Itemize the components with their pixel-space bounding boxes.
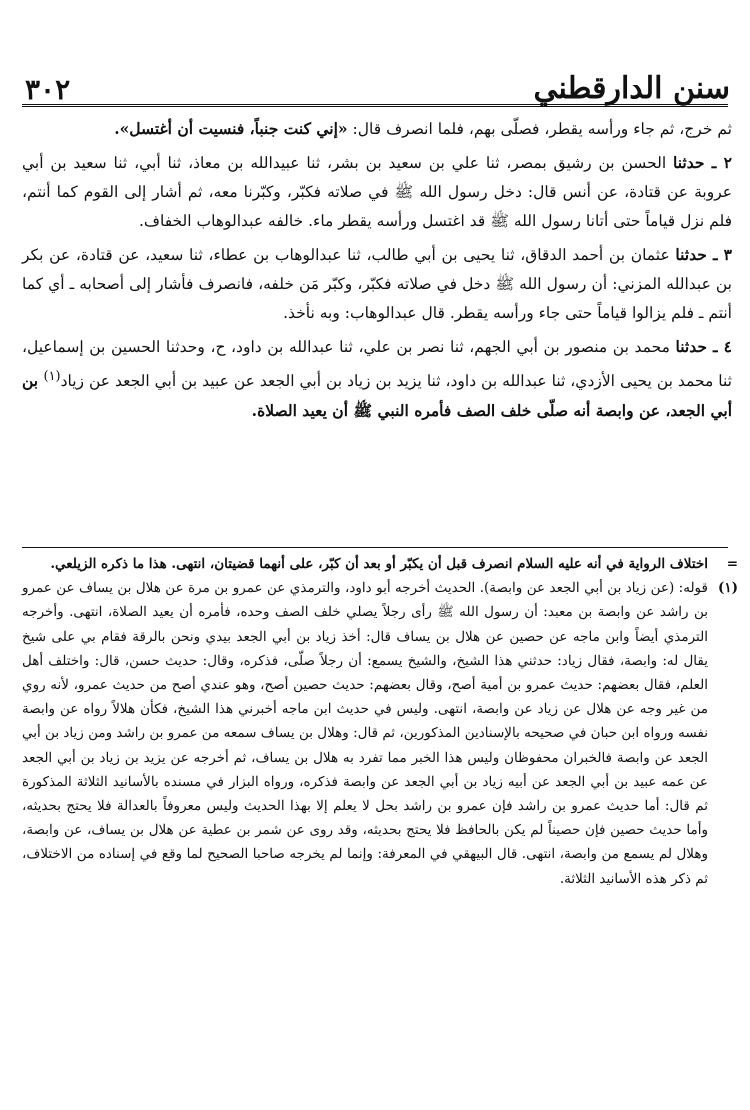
hadith-text: محمد بن منصور بن أبي الجهم، ثنا نصر بن علي، ثنا عبدالله بن داود، ح، وحدثنا الحسين بن إسماعيل، ثنا محمد بن يحيى الأزدي، ثنا عبدالله بن داود، ثنا يزيد بن زياد بن أبي الجعد عن عبيد بن أبي الجعد عن زياد	[22, 338, 732, 391]
hadith-number: ٣ ـ	[706, 245, 732, 264]
hadith-number: ٤ ـ	[706, 337, 732, 356]
footnote-reference[interactable]: (١)	[43, 369, 61, 384]
hadith-text: الحسن بن رشيق بمصر، ثنا علي بن سعيد بن بشر، ثنا عبيدالله بن معاذ، ثنا أبي، ثنا سعيد بن أبي عروبة عن قتادة، عن أنس قال: دخل رسول الله ﷺ في صلاته فكبّر، وكبّرنا معه، ثم أشار إلى القوم كما أنتم، فلم نزل قياماً حتى أتانا رسول الله ﷺ قد اغتسل ورأسه يقطر ماء. خالفه عبدالوهاب الخفاف.	[22, 154, 732, 230]
footnote-text: قوله: (عن زياد بن أبي الجعد عن وابصة). الحديث أخرجه أبو داود، والترمذي عن عمرو بن مرة عن هلال بن يساف عن عمرو بن راشد عن وابصة بن معبد: أن رسول الله ﷺ رأى رجلاً يصلي خلف الصف وحده، فأمره أن يعيد الصلاة، انتهى. وأخرجه الترمذي أيضاً وابن ماجه عن حصين عن هلال بن يساف قال: أخذ زياد بن أبي الجعد بيدي ونحن بالرقة فقام بي على شيخ يقال له: وابصة، فقال زياد: حدثني هذا الشيخ، والشيخ يسمع: أن رجلاً صلّى، فذكره، وقال: حديث حسن، قال: واختلف أهل العلم، فقال بعضهم: حديث عمرو بن أمية أصح، وقال بعضهم: حديث حصين أصح، وهو عندي أصح من حديث عمرو، لأنه روي من غير وجه عن هلال عن زياد عن وابصة، انتهى. وليس في حديث ابن ماجه أخبرني هذا الشيخ، فكأن هلالاً رواه عن وابصة نفسه ورواه ابن حبان في صحيحه بالإسنادين المذكورين، ثم قال: وهلال بن يساف سمعه من عمرو بن راشد ومن زياد بن أبي الجعد عن وابصة فالخبران محفوظان وليس هذا الخبر مما تفرد به هلال بن يساف، ثم أخرجه عن يزيد بن زياد بن أبي الجعد عن عمه عبيد بن أبي الجعد عن أبيه زياد بن أبي الجعد عن وابصة فذكره، ورواه البزار في مسنده بالأسانيد الثلاثة المذكورة ثم قال: أما حديث عمرو بن راشد فإن عمرو بن راشد بحل لا يعلم إلا بهذا الحديث وليس معروفاً بالعدالة فلا يحتج بحديثه، وأما حديث حصين فإن حصيناً لم يكن بالحافظ فلا يحتج بحديثه، وقد روى عن شمر بن عطية عن هلال بن يساف، عن وابصة، وهلال لم يسمع من وابصة، انتهى. قال البيهقي في المعرفة: وإنما لم يخرجه صاحبا الصحيح لما وقع في إسناده من الاختلاف، ثم ذكر هذه الأسانيد الثلاثة.	[22, 580, 708, 887]
hadith-lead: حدثنا	[675, 245, 707, 264]
main-text	[22, 114, 732, 430]
paragraph-text: ثم خرج، ثم جاء ورأسه يقطر، فصلّى بهم، فلما انصرف قال:	[347, 120, 732, 138]
hadith-text-bold: بن أبي الجعد، عن وابصة أنه صلّى خلف الصف فأمره النبي ﷺ أن يعيد الصلاة.	[22, 371, 732, 421]
hadith-4	[22, 332, 732, 426]
footnote-text: اختلاف الرواية في أنه عليه السلام انصرف قبل أن يكبّر أو بعد أن كبّر، على أنهما قضيتان، انتهى. هذا ما ذكره الزيلعي.	[50, 556, 708, 572]
prophet-quote: «إني كنت جنباً، فنسيت أن أغتسل».	[114, 119, 348, 138]
continuation-mark: =	[726, 556, 738, 572]
footnotes	[22, 552, 738, 891]
hadith-3	[22, 240, 732, 328]
footnote-number: (١)	[717, 580, 738, 597]
footnote-continuation	[22, 552, 738, 576]
hadith-2	[22, 148, 732, 236]
hadith-lead: حدثنا	[673, 153, 705, 172]
header-divider	[22, 104, 728, 107]
paragraph-continuation	[22, 114, 732, 144]
footnote-1	[22, 576, 738, 891]
running-title: سنن الدارقطني	[533, 71, 730, 106]
hadith-number: ٢ ـ	[704, 153, 732, 172]
hadith-lead: حدثنا	[675, 337, 707, 356]
page-header	[25, 62, 730, 104]
footnote-divider	[22, 547, 728, 548]
hadith-text: عثمان بن أحمد الدقاق، ثنا يحيى بن أبي طالب، ثنا عبدالوهاب بن عطاء، ثنا سعيد، عن قتادة، عن بكر بن عبدالله المزني: أن رسول الله ﷺ دخل في صلاته فكبّر، وكبّر مَن خلفه، فانصرف فأشار إلى أصحابه ـ أي كما أنتم ـ فلم يزالوا قياماً حتى جاء ورأسه يقطر. قال عبدالوهاب: وبه نأخذ.	[22, 246, 732, 322]
page-number: ٣٠٢	[25, 73, 71, 106]
